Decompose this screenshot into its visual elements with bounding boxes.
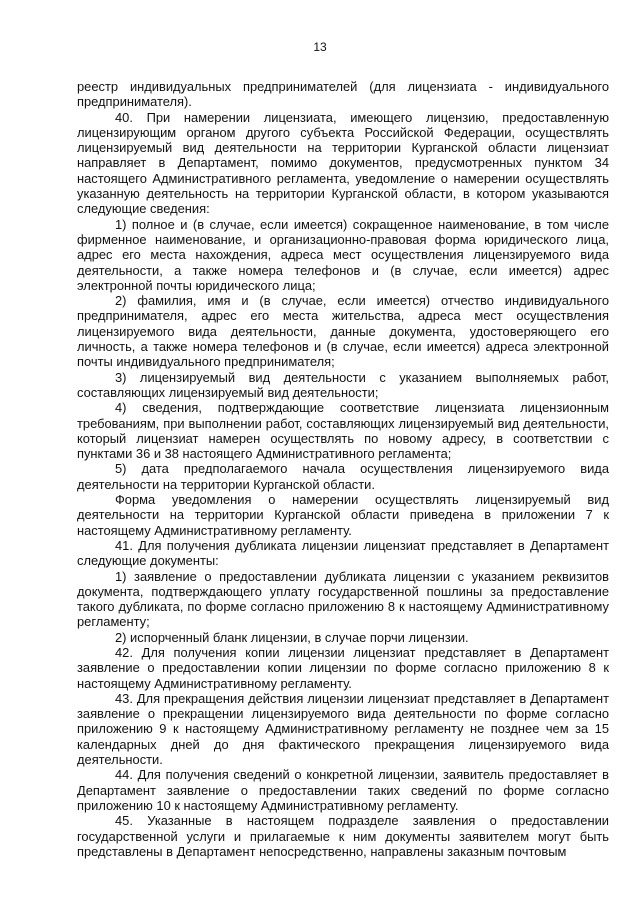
paragraph-subitem-5: 5) дата предполагаемого начала осуществления лицензируемого вида деятельности на территории Курганской области. xyxy=(77,461,609,492)
paragraph-item-41: 41. Для получения дубликата лицензии лицензиат представляет в Департамент следующие документы: xyxy=(77,537,609,569)
paragraph-item-40: 40. При намерении лицензиата, имеющего лицензию, предоставленную лицензирующим органом другого субъекта Российской Федерации, осуществлять лицензируемый вид деятельности на территории Курганской области лицензиат направляет в Департамент, помимо документов, предусмотренных пунктом 34 настоящего Административного регламента, уведомление о намерении осуществлять указанную деятельность на территории Курганской области, в котором указываются следующие сведения: xyxy=(77,109,609,217)
paragraph-item-43: 43. Для прекращения действия лицензии лицензиат представляет в Департамент заявление о прекращении лицензируемого вида деятельности по форме согласно приложению 9 к настоящему Административному регламенту не позднее чем за 15 календарных дней до дня фактического прекращения лицензируемого вида деятельности. xyxy=(77,690,609,768)
paragraph-item-45: 45. Указанные в настоящем подразделе заявления о предоставлении государственной услуги и прилагаемые к ним документы заявителем могут быть представлены в Департамент непосредственно, направлены заказным почтовым xyxy=(77,813,609,859)
paragraph-continuation: реестр индивидуальных предпринимателей (для лицензиата - индивидуального предпринимателя). xyxy=(77,79,609,110)
paragraph-subitem-4: 4) сведения, подтверждающие соответствие лицензиата лицензионным требованиям, при выполнении работ, составляющих лицензируемый вид деятельности, который лицензиат намерен осуществлять по новому адресу, в соответствии с пунктами 36 и 38 настоящего Административного регламента; xyxy=(77,400,609,462)
paragraph-subitem-2: 2) фамилия, имя и (в случае, если имеется) отчество индивидуального предпринимателя, адрес его места жительства, адреса мест осуществления лицензируемого вида деятельности, данные документа, удостоверяющего его личность, а также номера телефонов и (в случае, если имеется) адреса электронной почты индивидуального предпринимателя; xyxy=(77,293,609,370)
paragraph-item-44: 44. Для получения сведений о конкретной лицензии, заявитель предоставляет в Департамент заявление о предоставлении таких сведений по форме согласно приложению 10 к настоящему Административному регламенту. xyxy=(77,767,609,813)
page-number: 13 xyxy=(313,40,327,54)
paragraph-notice-form: Форма уведомления о намерении осуществлять лицензируемый вид деятельности на территории Курганской области приведена в приложении 7 к настоящему Административному регламенту. xyxy=(77,492,609,538)
paragraph-item-42: 42. Для получения копии лицензии лицензиат представляет в Департамент заявление о предоставлении копии лицензии по форме согласно приложению 8 к настоящему Административному регламенту. xyxy=(77,644,609,691)
paragraph-subitem-1: 1) полное и (в случае, если имеется) сокращенное наименование, в том числе фирменное наименование, и организационно-правовая форма юридического лица, адрес его места нахождения, адреса мест осуществления лицензируемого вида деятельности, а также номера телефонов и (в случае, если имеется) адрес электронной почты юридического лица; xyxy=(77,216,609,293)
paragraph-item-41-subitem-2: 2) испорченный бланк лицензии, в случае порчи лицензии. xyxy=(115,629,469,645)
paragraph-item-41-subitem-1: 1) заявление о предоставлении дубликата лицензии с указанием реквизитов документа, подтверждающего уплату государственной пошлины за предоставление такого дубликата, по форме согласно приложению 8 к настоящему Административному регламенту; xyxy=(77,568,609,630)
paragraph-subitem-3: 3) лицензируемый вид деятельности с указанием выполняемых работ, составляющих лицензируемый вид деятельности; xyxy=(77,369,609,400)
document-body xyxy=(77,79,609,859)
